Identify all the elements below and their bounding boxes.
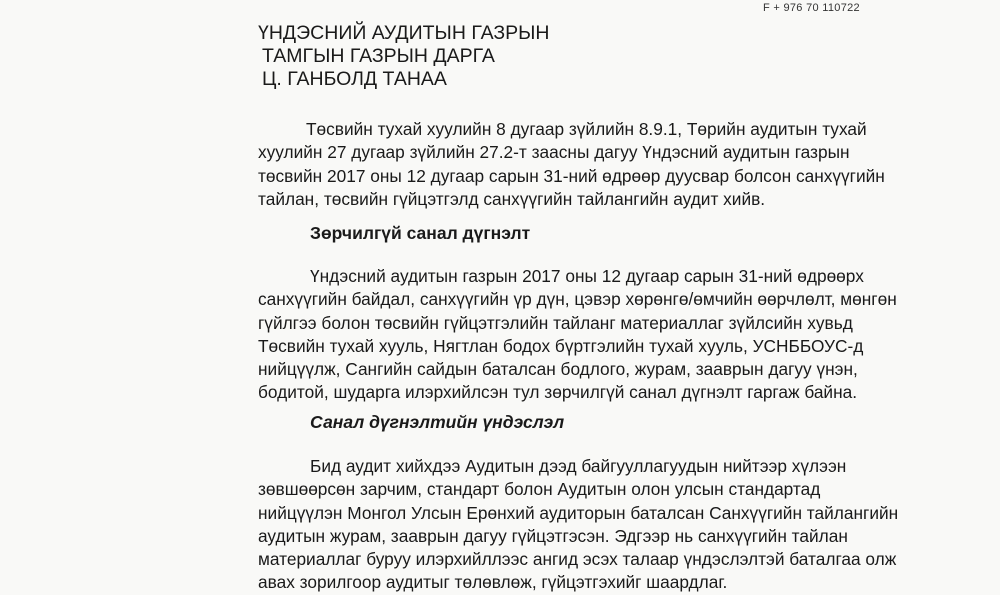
paragraph-line: Үндэсний аудитын газрын 2017 оны 12 дугаар сарын 31-ний өдрөөрх [310, 266, 864, 286]
paragraph-line: бодитой, шударга илэрхийлсэн тул зөрчилгүй санал дүгнэлт гаргаж байна. [258, 382, 858, 403]
paragraph-line: нийцүүлэн Монгол Улсын Ерөнхий аудиторын баталсан Санхүүгийн тайлангийн [258, 502, 899, 523]
addressee-name: Ц. ГАНБОЛД ТАНАА [262, 68, 447, 90]
addressee-block [258, 22, 550, 91]
paragraph-line: тайлан, төсвийн гүйцэтгэлд санхүүгийн тайлангийн аудит хийв. [258, 188, 766, 209]
paragraph-line: Бид аудит хийхдээ Аудитын дээд байгууллагуудын нийтээр хүлээн [310, 456, 847, 476]
paragraph-line: гүйлгээ болон төсвийн гүйцэтгэлийн тайланг материаллаг зүйлсийн хувьд [258, 312, 853, 333]
paragraph-line: санхүүгийн байдал, санхүүгийн үр дүн, цэвэр хөрөнгө/өмчийн өөрчлөлт, мөнгөн [258, 289, 897, 310]
paragraph-line: нийцүүлж, Сангийн сайдын баталсан бодлого, журам, зааврын дагуу үнэн, [258, 359, 858, 380]
paragraph-line: зөвшөөрсөн зарчим, стандарт болон Аудитын олон улсын стандартад [258, 479, 821, 500]
paragraph-line: материаллаг буруу илэрхийллээс ангид эсэх талаар үндэслэлтэй баталгаа олж [258, 549, 897, 570]
section-heading-opinion: Зөрчилгүй санал дүгнэлт [310, 223, 531, 243]
paragraph-line: төсвийн 2017 оны 12 дугаар сарын 31-ний өдрөөр дуусвар болсон санхүүгийн [258, 165, 885, 186]
paragraph-line: Төсвийн тухай хууль, Нягтлан бодох бүртгэлийн тухай хууль, УСНББОУС-д [258, 335, 864, 356]
addressee-organization: ҮНДЭСНИЙ АУДИТЫН ГАЗРЫН [258, 22, 550, 44]
addressee-title: ТАМГЫН ГАЗРЫН ДАРГА [262, 45, 495, 67]
opinion-paragraph [258, 265, 897, 405]
paragraph-line: аудитын журам, зааврын дагуу гүйцэтгэсэн. Эдгээр нь санхүүгийн тайлан [258, 525, 848, 546]
paragraph-line: Төсвийн тухай хуулийн 8 дугаар зүйлийн 8.9.1, Төрийн аудитын тухай [306, 119, 867, 139]
paragraph-line: хуулийн 27 дугаар зүйлийн 27.2-т заасны дагуу Үндэсний аудитын газрын [258, 142, 850, 163]
basis-paragraph [258, 455, 899, 595]
section-heading-basis: Санал дүгнэлтийн үндэслэл [310, 412, 565, 432]
fax-number: F + 976 70 110722 [763, 2, 860, 14]
intro-paragraph [258, 118, 885, 211]
paragraph-line: авах зорилгоор аудитыг төлөвлөж, гүйцэтгэхийг шаардлаг. [258, 572, 728, 593]
